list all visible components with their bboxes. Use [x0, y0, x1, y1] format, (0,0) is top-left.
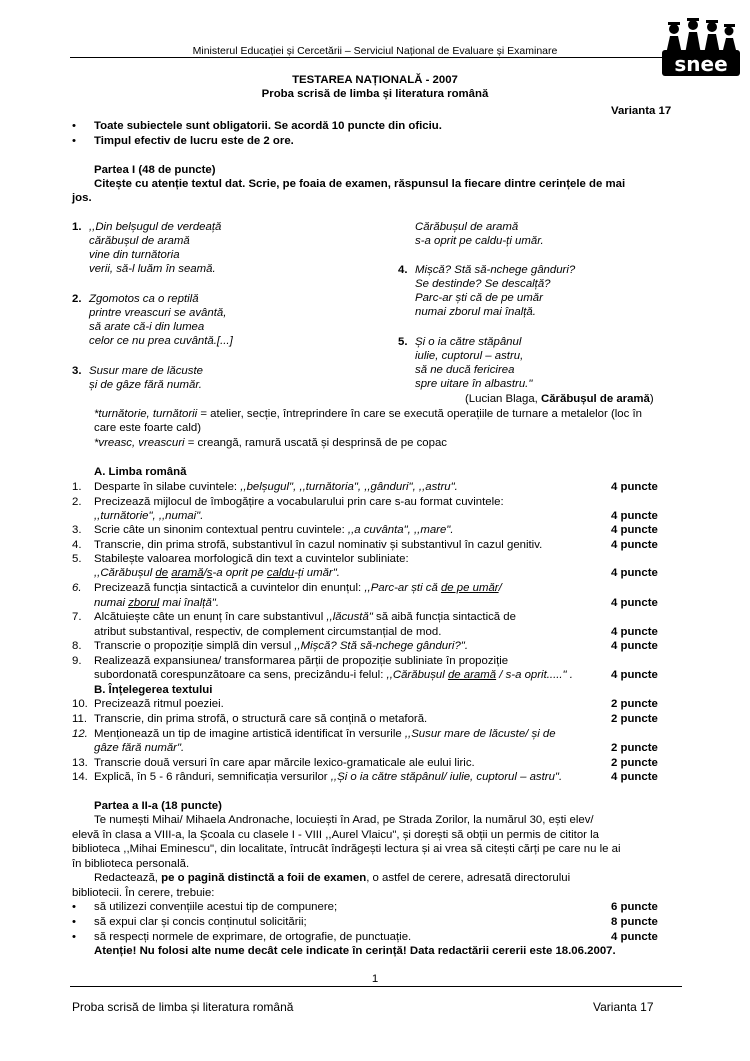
item-points: 4 puncte [611, 524, 658, 536]
poem-line: Se destinde? Se descalță? [415, 278, 551, 290]
glossary-2: *vreasc, vreascuri = creangă, ramură uscată și desprinsă de pe copac [94, 437, 447, 449]
item-points: 8 puncte [611, 916, 658, 928]
item-number: 2. [72, 496, 82, 508]
item-number: 9. [72, 655, 82, 667]
item-1: Desparte în silabe cuvintele: ,,belșugul", ,,turnătoria", ,,gânduri", ,,astru". [94, 481, 458, 493]
item-7-cont: atribut substantival, respectiv, de complement circumstanțial de mod. [94, 626, 442, 638]
stanza-number: 3. [72, 365, 82, 377]
rule-1: Toate subiectele sunt obligatorii. Se acordă 10 puncte din oficiu. [94, 120, 442, 132]
glossary-1-cont: care este foarte cald) [94, 422, 201, 434]
rule-2: Timpul efectiv de lucru este de 2 ore. [94, 135, 294, 147]
item-9-cont: subordonată corespunzătoare ca sens, precizându-i felul: ,,Cărăbușul de aramă / s-a oprit....." . [94, 669, 573, 681]
section-a-title: A. Limba română [94, 466, 187, 478]
poem-line: să arate că-i din lumea [89, 321, 205, 333]
item-number: 7. [72, 611, 82, 623]
poem-line: iulie, cuptorul – astru, [415, 350, 524, 362]
footer-left: Proba scrisă de limba și literatura română [72, 1000, 294, 1014]
stanza-number: 4. [398, 264, 408, 276]
bullet-icon: • [72, 901, 76, 913]
poem-line: Zgomotos ca o reptilă [89, 293, 199, 305]
item-number: 10. [72, 698, 88, 710]
header-rule [70, 57, 682, 58]
item-5: Stabilește valoarea morfologică din text a cuvintelor subliniate: [94, 553, 409, 565]
item-12: Menționează un tip de imagine artistică identificat în versurile ,,Susur mare de lăcuste/ și de [94, 728, 556, 740]
item-number: 11. [72, 713, 87, 725]
poem-line: ,,Din belșugul de verdeață [89, 221, 222, 233]
item-number: 14. [72, 771, 88, 783]
poem-line: printre vreascuri se avântă, [89, 307, 227, 319]
item-13: Transcrie două versuri în care apar mărcile lexico-gramaticale ale eului liric. [94, 757, 475, 769]
item-number: 6. [72, 582, 82, 594]
item-2: Precizează mijlocul de îmbogățire a vocabularului prin care s-au format cuvintele: [94, 496, 504, 508]
item-points: 4 puncte [611, 640, 658, 652]
item-3: Scrie câte un sinonim contextual pentru cuvintele: ,,a cuvânta", ,,mare". [94, 524, 454, 536]
requirement: să utilizezi convențiile acestui tip de compunere; [94, 901, 338, 913]
poem-line: și de gâze fără număr. [89, 379, 202, 391]
item-number: 3. [72, 524, 82, 536]
item-6: Precizează funcția sintactică a cuvintelor din enunțul: ,,Parc-ar ști că de pe umăr/ [94, 582, 502, 594]
part2-paragraph: Te numești Mihai/ Mihaela Andronache, locuiești în Arad, pe Strada Zorilor, la numărul 30, ești elev/ [94, 814, 594, 826]
item-5-cont: ,,Cărăbușul de aramă/s-a oprit pe caldu-ți umăr". [94, 567, 340, 579]
part2-task-cont: bibliotecii. În cerere, trebuie: [72, 887, 215, 899]
poem-source: (Lucian Blaga, Cărăbușul de aramă) [465, 393, 654, 405]
item-7: Alcătuiește câte un enunț în care substantivul ,,lăcustă" să aibă funcția sintactică de [94, 611, 516, 623]
item-number: 13. [72, 757, 88, 769]
requirement: să respecți normele de exprimare, de ortografie, de punctuație. [94, 931, 412, 943]
item-points: 4 puncte [611, 669, 658, 681]
poem-line: vine din turnătoria [89, 249, 180, 261]
item-6-cont: numai zborul mai înalță". [94, 597, 219, 609]
stanza-number: 2. [72, 293, 82, 305]
variant-label: Varianta 17 [611, 105, 672, 117]
stanza-number: 1. [72, 221, 82, 233]
item-4: Transcrie, din prima strofă, substantivul în cazul nominativ și substantivul în cazul genitiv. [94, 539, 543, 551]
part2-paragraph: elevă în clasa a VIII-a, la Școala cu clasele I - VIII ,,Aurel Vlaicu", și dorești să obții un permis de cititor la [72, 829, 599, 841]
page-title: TESTAREA NAȚIONALĂ - 2007 [292, 74, 458, 86]
footer-rule [70, 986, 682, 987]
part1-instruction-cont: jos. [72, 192, 92, 204]
item-12-cont: gâze fără număr". [94, 742, 185, 754]
bullet-icon: • [72, 135, 76, 147]
logo-text: snee [674, 52, 728, 76]
section-b-title: B. Înțelegerea textului [94, 684, 213, 696]
item-number: 12. [72, 728, 88, 740]
poem-line: Cărăbușul de aramă [415, 221, 519, 233]
part2-paragraph: în biblioteca personală. [72, 858, 190, 870]
item-points: 4 puncte [611, 597, 658, 609]
item-9: Realizează expansiunea/ transformarea părții de propoziție subliniate în propoziție [94, 655, 509, 667]
poem-line: Mișcă? Stă să-nchege gânduri? [415, 264, 576, 276]
page-subtitle: Proba scrisă de limba și literatura română [261, 88, 489, 100]
item-points: 2 puncte [611, 757, 658, 769]
page-number: 1 [371, 973, 379, 985]
bullet-icon: • [72, 916, 76, 928]
poem-line: să ne ducă fericirea [415, 364, 515, 376]
poem-line: Susur mare de lăcuste [89, 365, 203, 377]
item-points: 4 puncte [611, 481, 658, 493]
requirement: să expui clar și concis conținutul solicitării; [94, 916, 307, 928]
footer-right: Varianta 17 [593, 1000, 654, 1014]
poem-line: spre uitare în albastru." [415, 378, 533, 390]
item-points: 2 puncte [611, 713, 658, 725]
item-points: 4 puncte [611, 567, 658, 579]
part2-paragraph: biblioteca ,,Mihai Eminescu", din localitate, întrucât îndrăgești lectura și ai vrea să citești cărți pe care nu le ai [72, 843, 621, 855]
item-number: 8. [72, 640, 82, 652]
poem-line: celor ce nu prea cuvântă.[...] [89, 335, 233, 347]
item-points: 2 puncte [611, 742, 658, 754]
snee-logo [660, 16, 740, 78]
item-points: 4 puncte [611, 510, 658, 522]
item-number: 4. [72, 539, 82, 551]
item-11: Transcrie, din prima strofă, o structură care să conțină o metaforă. [94, 713, 428, 725]
part2-title: Partea a II-a (18 puncte) [94, 800, 222, 812]
poem-line: Parc-ar ști că de pe umăr [415, 292, 543, 304]
item-number: 5. [72, 553, 82, 565]
poem-line: cărăbușul de aramă [89, 235, 190, 247]
item-points: 6 puncte [611, 901, 658, 913]
item-8: Transcrie o propoziție simplă din versul ,,Mișcă? Stă să-nchege gânduri?". [94, 640, 469, 652]
glossary-1: *turnătorie, turnătorii = atelier, secție, întreprindere în care se execută operațiile de turnare a metalelor (loc în [94, 408, 642, 420]
poem-line: Și o ia către stăpânul [415, 336, 522, 348]
item-points: 4 puncte [611, 626, 658, 638]
poem-line: s-a oprit pe caldu-ți umăr. [415, 235, 544, 247]
part1-instruction: Citește cu atenție textul dat. Scrie, pe foaia de examen, răspunsul la fiecare dintre cerințele de mai [94, 178, 626, 190]
warning-text: Atenție! Nu folosi alte nume decât cele indicate în cerință! Data redactării cererii este 18.06.2007. [94, 945, 616, 957]
part2-task: Redactează, pe o pagină distinctă a foii de examen, o astfel de cerere, adresată directorului [94, 872, 571, 884]
item-points: 4 puncte [611, 931, 658, 943]
item-14: Explică, în 5 - 6 rânduri, semnificația versurilor ,,Și o ia către stăpânul/ iulie, cuptorul – astru". [94, 771, 563, 783]
poem-line: numai zborul mai înalță. [415, 306, 536, 318]
bullet-icon: • [72, 120, 76, 132]
stanza-number: 5. [398, 336, 408, 348]
poem-line: verii, să-l luăm în seamă. [89, 263, 216, 275]
item-points: 4 puncte [611, 771, 658, 783]
item-2-cont: ,,turnătorie", ,,numai". [94, 510, 204, 522]
bullet-icon: • [72, 931, 76, 943]
item-points: 4 puncte [611, 539, 658, 551]
part1-title: Partea I (48 de puncte) [94, 164, 216, 176]
item-number: 1. [72, 481, 82, 493]
item-10: Precizează ritmul poeziei. [94, 698, 224, 710]
item-points: 2 puncte [611, 698, 658, 710]
ministry-header: Ministerul Educației și Cercetării – Serviciul Național de Evaluare și Examinare [192, 45, 558, 57]
